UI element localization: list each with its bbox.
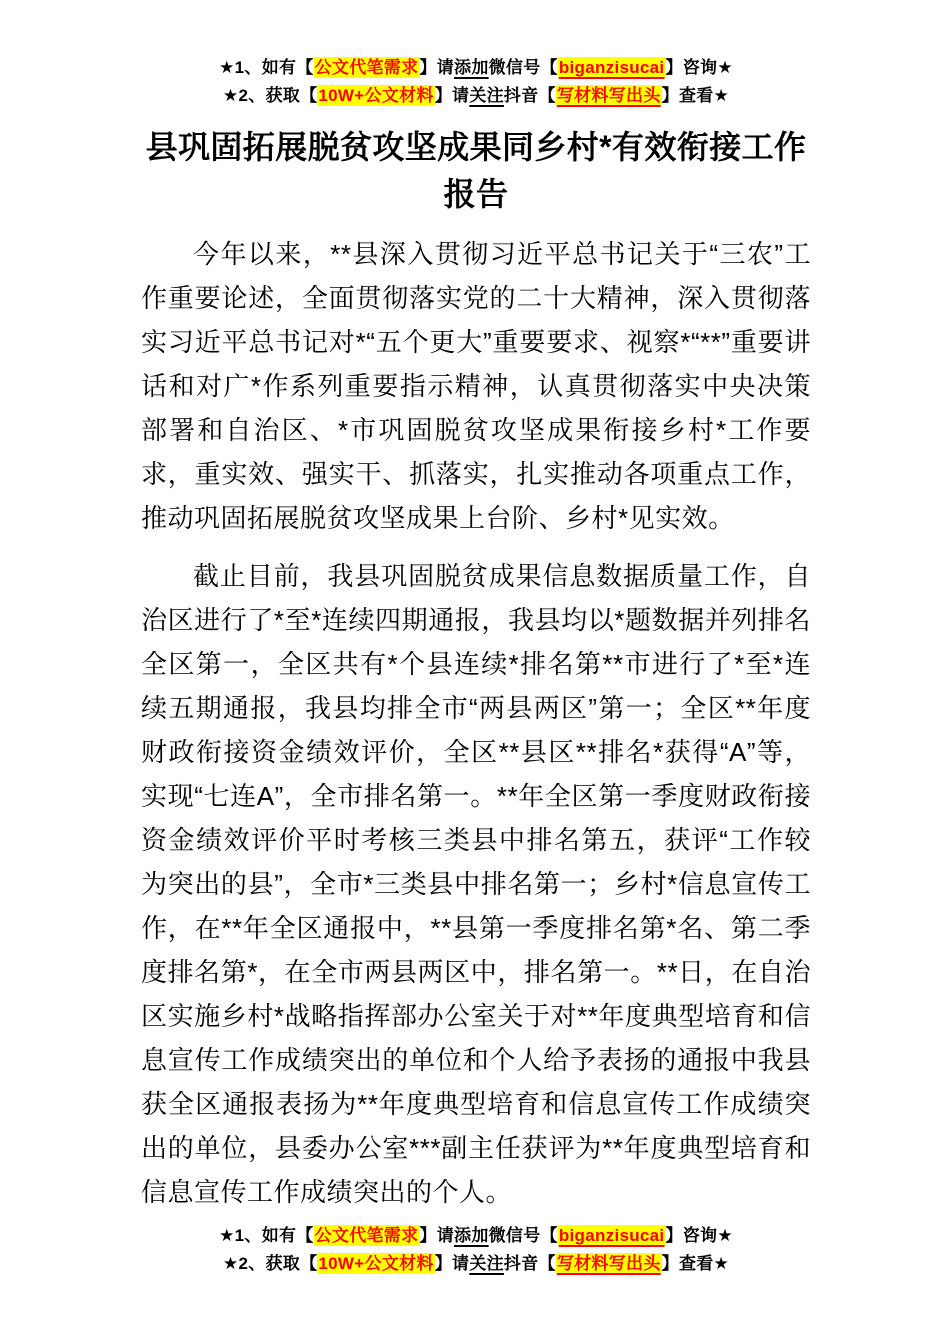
promo-text: 】查看★	[661, 86, 730, 105]
promo-wechat-id: biganzisucai	[558, 58, 665, 77]
paragraph-2: 截止目前，我县巩固脱贫成果信息数据质量工作，自治区进行了*至*连续四期通报，我县均以*题数据并列排名全区第一，全区共有*个县连续*排名第**市进行了*至*连续五期通报，我县均排全市“两县两区”第一；全区**年度财政衔接资金绩效评价，全区**县区**排名*获得“A”等，实现“七连A”，全市排名第一。**年全区第一季度财政衔接资金绩效评价平时考核三类县中排名第五，获评“工作较为突出的县”，全市*三类县中排名第一；乡村*信息宣传工作，在**年全区通报中，**县第一季度排名第*名、第二季度排名第*，在全市两县两区中，排名第一。**日，在自治区实施乡村*战略指挥部办公室关于对**年度典型培育和信息宣传工作成绩突出的单位和个人给予表扬的通报中我县获全区通报表扬为**年度典型培育和信息宣传工作成绩突出的单位，县委办公室***副主任获评为**年度典型培育和信息宣传工作成绩突出的个人。	[141, 561, 811, 1207]
promo-line-1	[141, 1222, 811, 1250]
promo-text: 】咨询★	[665, 58, 733, 77]
promo-banner-bottom	[141, 1222, 811, 1278]
promo-wechat-id: biganzisucai	[558, 1226, 665, 1245]
promo-text: ★1、如有【	[219, 58, 314, 77]
promo-text: 】咨询★	[665, 1226, 733, 1245]
promo-line-2	[141, 82, 811, 110]
promo-underlined-text: 添加	[454, 58, 489, 77]
promo-text: 】请	[434, 1254, 470, 1273]
promo-highlight: 10W+公文材料	[318, 86, 434, 105]
promo-text: 】请	[419, 1226, 455, 1245]
promo-text: 抖音【	[503, 86, 556, 105]
promo-text: ★2、获取【	[222, 1254, 318, 1273]
promo-highlight: 公文代笔需求	[314, 58, 419, 77]
promo-text: ★2、获取【	[222, 86, 318, 105]
promo-banner-top	[141, 54, 811, 110]
promo-line-1	[141, 54, 811, 82]
promo-text: 】查看★	[661, 1254, 730, 1273]
promo-douyin-id: 写材料写出头	[556, 1254, 661, 1273]
promo-underlined-text: 关注	[469, 1254, 504, 1273]
promo-douyin-id: 写材料写出头	[556, 86, 661, 105]
promo-line-2	[141, 1250, 811, 1278]
promo-underlined-text: 关注	[469, 86, 504, 105]
promo-text: 】请	[434, 86, 470, 105]
promo-underlined-text: 添加	[454, 1226, 489, 1245]
promo-text: 】请	[419, 58, 455, 77]
promo-highlight: 公文代笔需求	[314, 1226, 419, 1245]
document-title: 县巩固拓展脱贫攻坚成果同乡村*有效衔接工作报告	[145, 129, 807, 212]
paragraph-1: 今年以来，**县深入贯彻习近平总书记关于“三农”工作重要论述，全面贯彻落实党的二十大精神，深入贯彻落实习近平总书记对*“五个更大”重要要求、视察*“**”重要讲话和对广*作系列重要指示精神，认真贯彻落实中央决策部署和自治区、*市巩固脱贫攻坚成果衔接乡村*工作要求，重实效、强实干、抓落实，扎实推动各项重点工作，推动巩固拓展脱贫攻坚成果上台阶、乡村*见实效。	[141, 239, 811, 533]
promo-text: 抖音【	[503, 1254, 556, 1273]
promo-text: ★1、如有【	[219, 1226, 314, 1245]
promo-highlight: 10W+公文材料	[318, 1254, 434, 1273]
promo-text: 微信号【	[488, 1226, 558, 1245]
promo-text: 微信号【	[488, 58, 558, 77]
